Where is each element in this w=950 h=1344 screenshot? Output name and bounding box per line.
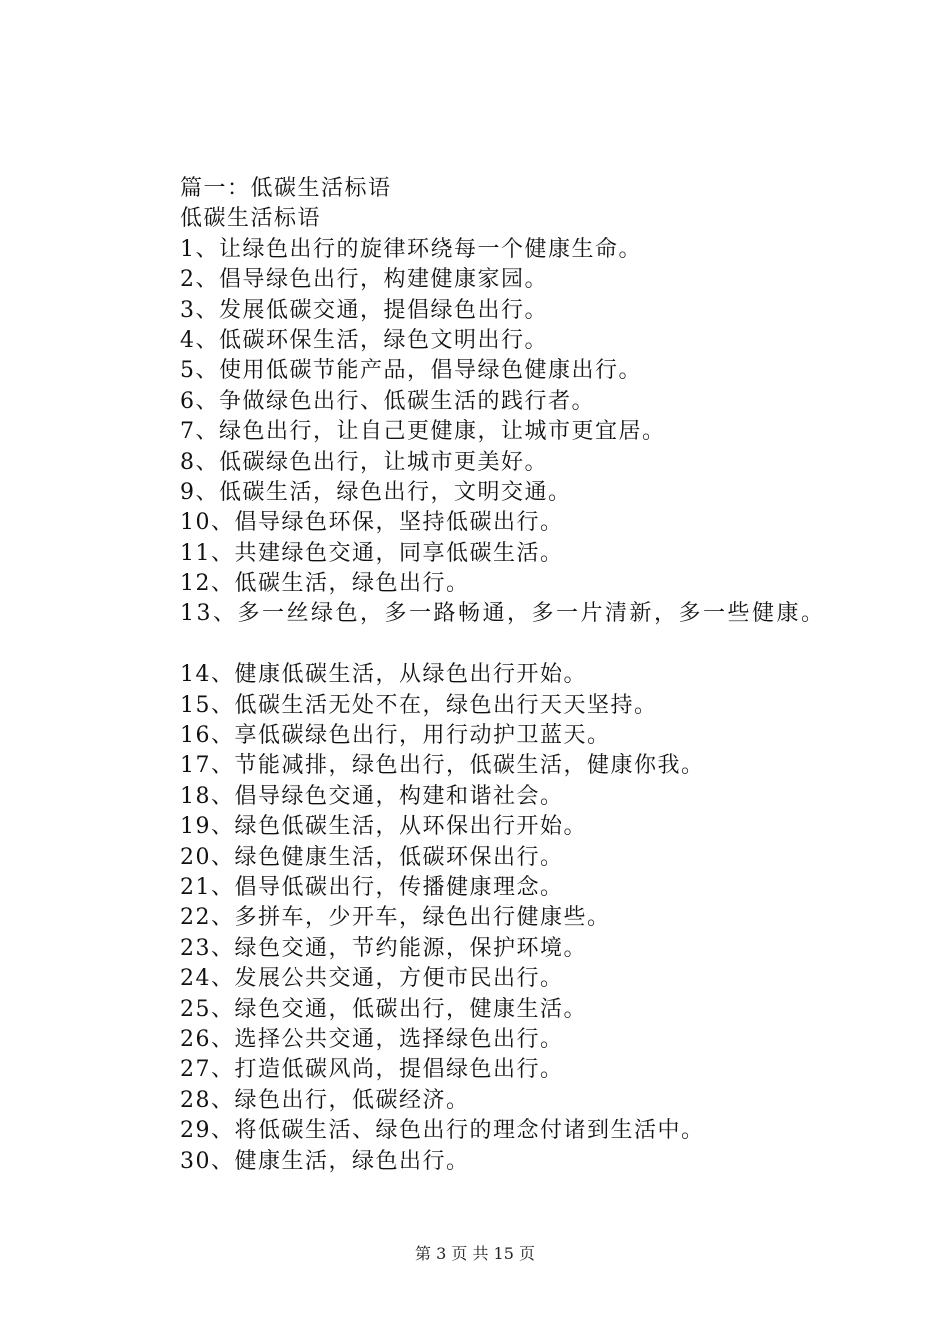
- list-item: 26、选择公共交通，选择绿色出行。: [180, 1026, 564, 1052]
- document-title: 低碳生活标语: [180, 206, 322, 232]
- list-item: 9、低碳生活，绿色出行，文明交通。: [180, 479, 572, 505]
- list-item: 3、发展低碳交通，提倡绿色出行。: [180, 297, 548, 323]
- list-item: 16、享低碳绿色出行，用行动护卫蓝天。: [180, 723, 611, 749]
- list-item: 20、绿色健康生活，低碳环保出行。: [180, 844, 564, 870]
- list-item: 10、倡导绿色环保，坚持低碳出行。: [180, 510, 564, 536]
- list-item: 4、低碳环保生活，绿色文明出行。: [180, 327, 548, 353]
- list-item: 28、绿色出行，低碳经济。: [180, 1087, 470, 1113]
- list-item: 21、倡导低碳出行，传播健康理念。: [180, 874, 564, 900]
- list-item: 14、健康低碳生活，从绿色出行开始。: [180, 662, 587, 688]
- list-item: 30、健康生活，绿色出行。: [180, 1148, 470, 1174]
- list-item: 24、发展公共交通，方便市民出行。: [180, 966, 564, 992]
- list-item: 18、倡导绿色交通，构建和谐社会。: [180, 783, 564, 809]
- list-item: 6、争做绿色出行、低碳生活的践行者。: [180, 388, 595, 414]
- list-item: 8、低碳绿色出行，让城市更美好。: [180, 449, 548, 475]
- section-heading: 篇一：低碳生活标语: [180, 176, 392, 201]
- list-item: 11、共建绿色交通，同享低碳生活。: [180, 540, 564, 566]
- page-number-footer: 第 3 页 共 15 页: [415, 1244, 535, 1263]
- list-item: 23、绿色交通，节约能源，保护环境。: [180, 935, 587, 961]
- list-item: 1、让绿色出行的旋律环绕每一个健康生命。: [180, 236, 642, 262]
- list-item: 27、打造低碳风尚，提倡绿色出行。: [180, 1057, 564, 1083]
- list-item: 15、低碳生活无处不在，绿色出行天天坚持。: [180, 692, 658, 718]
- blank-line: [180, 630, 940, 660]
- list-item: 12、低碳生活，绿色出行。: [180, 571, 470, 597]
- list-item: 17、节能减排，绿色出行，低碳生活，健康你我。: [180, 753, 705, 779]
- list-item: 5、使用低碳节能产品，倡导绿色健康出行。: [180, 358, 642, 384]
- list-item: 19、绿色低碳生活，从环保出行开始。: [180, 814, 587, 840]
- list-item: 25、绿色交通，低碳出行，健康生活。: [180, 996, 587, 1022]
- list-item: 2、倡导绿色出行，构建健康家园。: [180, 267, 548, 293]
- list-item: 29、将低碳生活、绿色出行的理念付诸到生活中。: [180, 1118, 705, 1144]
- list-item: 7、绿色出行，让自己更健康，让城市更宜居。: [180, 419, 666, 445]
- list-item: 13、多一丝绿色，多一路畅通，多一片清新，多一些健康。: [180, 601, 826, 627]
- list-item: 22、多拼车，少开车，绿色出行健康些。: [180, 905, 611, 931]
- document-body: [180, 174, 940, 1177]
